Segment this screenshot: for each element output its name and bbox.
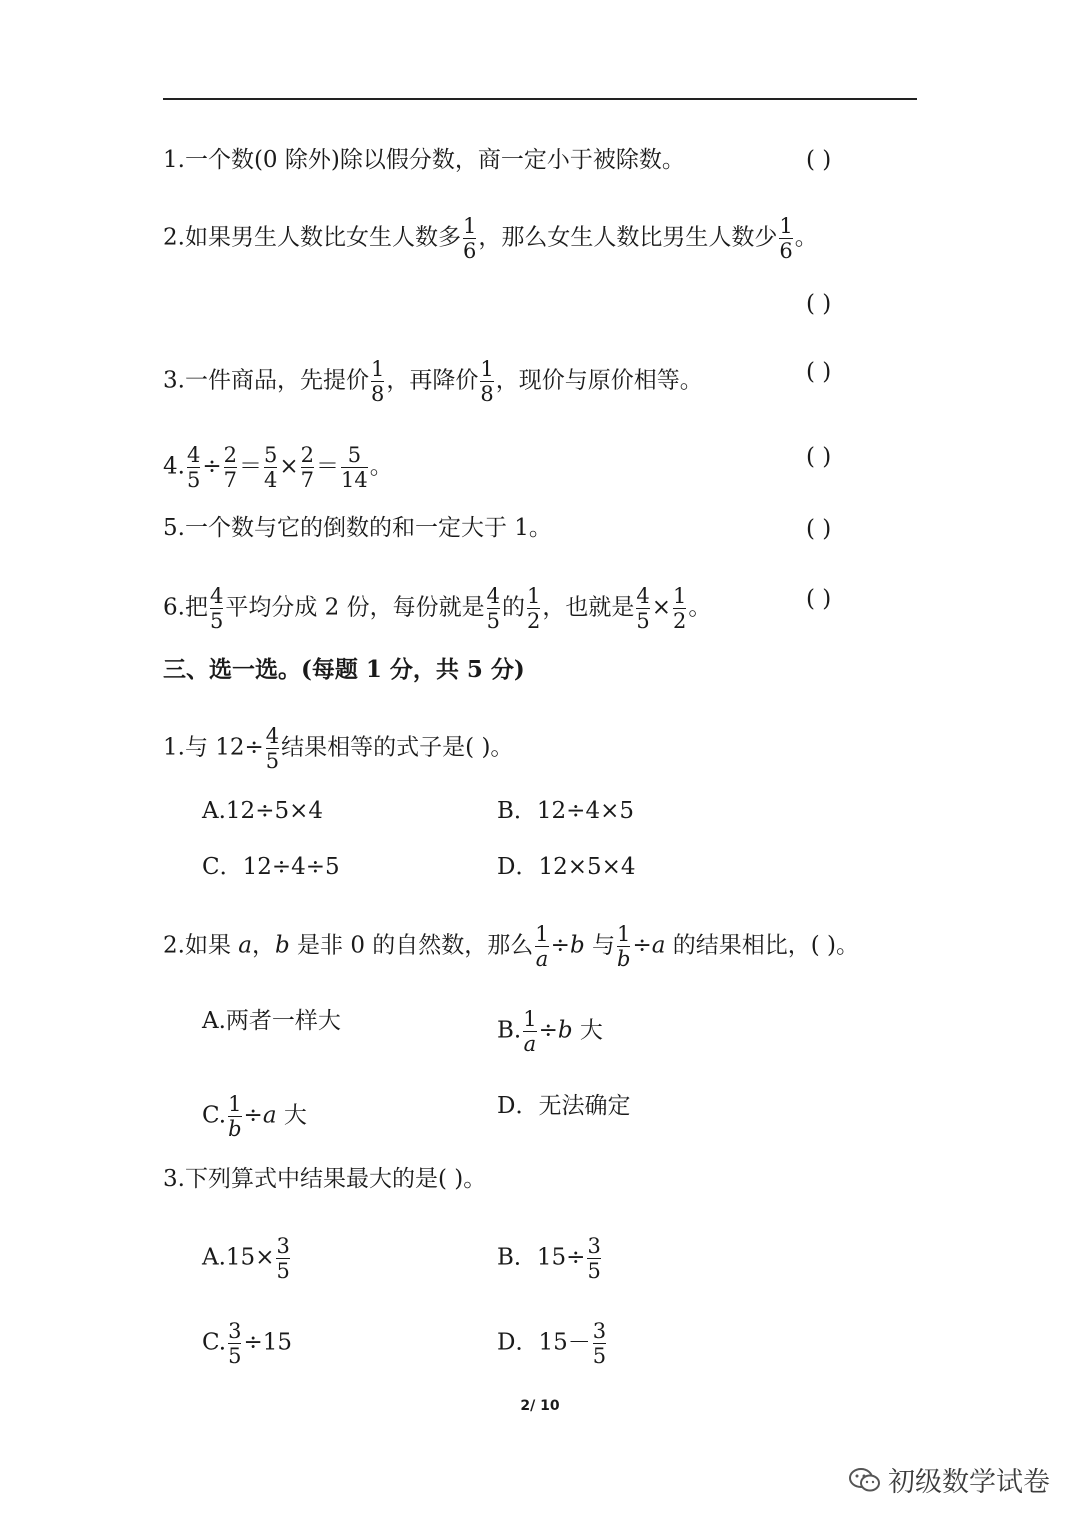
choice-q1-option-d[interactable]: D．12×5×4 [497, 854, 636, 880]
answer-paren-6[interactable]: ( ) [806, 586, 832, 612]
fraction-2-7: $\frac{2}{7}$ [300, 443, 315, 492]
fraction-1-a: $\frac{1}{a}$ [535, 922, 549, 971]
choice-q2: 2.如果 a，b 是非 0 的自然数，那么 $\frac{1}{a}$ ÷b 与 $\frac{1}{b}$ ÷a 的结果相比，( )。 [163, 922, 860, 971]
answer-paren-1[interactable]: ( ) [806, 147, 832, 173]
choice-q3-option-a[interactable]: A.15× $\frac{3}{5}$ [202, 1234, 290, 1283]
judge-q2: 2.如果男生人数比女生人数多 $\frac{1}{6}$ ，那么女生人数比男生人数少 $\frac{1}{6}$ 。 [163, 214, 818, 263]
fraction-1-a: $\frac{1}{a}$ [523, 1007, 537, 1056]
fraction-2-7: $\frac{2}{7}$ [223, 443, 237, 492]
fraction-4-5: $\frac{4}{5}$ [486, 584, 500, 633]
fraction-4-5: $\frac{4}{5}$ [209, 584, 224, 633]
header-rule [163, 98, 917, 100]
watermark: 初级数学试卷 [848, 1460, 1050, 1499]
fraction-1-8: $\frac{1}{8}$ [480, 357, 494, 406]
answer-paren-2[interactable]: ( ) [806, 291, 832, 317]
fraction-3-5: $\frac{3}{5}$ [276, 1234, 290, 1283]
page-number: 2/ 10 [520, 1398, 560, 1414]
answer-paren-5[interactable]: ( ) [806, 516, 832, 542]
fraction-3-5: $\frac{3}{5}$ [228, 1319, 242, 1368]
answer-paren-3[interactable]: ( ) [806, 359, 832, 385]
choice-q3-option-d[interactable]: D．15－ $\frac{3}{5}$ [497, 1319, 607, 1368]
fraction-5-4: $\frac{5}{4}$ [263, 443, 278, 492]
fraction-3-5: $\frac{3}{5}$ [592, 1319, 607, 1368]
choice-q1: 1.与 12÷ $\frac{4}{5}$ 结果相等的式子是( )。 [163, 724, 514, 773]
choice-q3-option-c[interactable]: C. $\frac{3}{5}$ ÷15 [202, 1319, 293, 1368]
wechat-icon [848, 1466, 882, 1494]
fraction-1-6: $\frac{1}{6}$ [462, 214, 477, 263]
choice-q1-option-a[interactable]: A.12÷5×4 [202, 798, 323, 824]
fraction-4-5: $\frac{4}{5}$ [265, 724, 280, 773]
judge-q5: 5.一个数与它的倒数的和一定大于 1。 [163, 515, 552, 541]
fraction-1-2: $\frac{1}{2}$ [526, 584, 541, 633]
judge-q1: 1.一个数(0 除外)除以假分数，商一定小于被除数。 [163, 147, 685, 173]
fraction-5-14: $\frac{5}{14}$ [341, 443, 368, 492]
choice-q3: 3.下列算式中结果最大的是( )。 [163, 1166, 487, 1192]
fraction-1-8: $\frac{1}{8}$ [370, 357, 385, 406]
fraction-1-b: $\frac{1}{b}$ [617, 922, 631, 971]
fraction-4-5: $\frac{4}{5}$ [636, 584, 650, 633]
section-title: 三、选一选。(每题 1 分，共 5 分) [163, 656, 525, 683]
fraction-4-5: $\frac{4}{5}$ [186, 443, 201, 492]
fraction-1-2: $\frac{1}{2}$ [673, 584, 687, 633]
choice-q2-option-c[interactable]: C. $\frac{1}{b}$ ÷a 大 [202, 1092, 307, 1141]
choice-q2-option-b[interactable]: B. $\frac{1}{a}$ ÷b 大 [497, 1007, 603, 1056]
choice-q1-option-c[interactable]: C．12÷4÷5 [202, 854, 340, 880]
fraction-3-5: $\frac{3}{5}$ [587, 1234, 601, 1283]
judge-q4: 4. $\frac{4}{5}$ ÷ $\frac{2}{7}$ ＝ $\frac{5}{4}$ × $\frac{2}{7}$ ＝ $\frac{5}{14}$ 。 [163, 443, 393, 492]
choice-q1-option-b[interactable]: B．12÷4×5 [497, 798, 634, 824]
fraction-1-6: $\frac{1}{6}$ [779, 214, 793, 263]
choice-q2-option-d[interactable]: D．无法确定 [497, 1093, 631, 1119]
judge-q6: 6.把 $\frac{4}{5}$ 平均分成 2 份，每份就是 $\frac{4}{5}$ 的 $\frac{1}{2}$ ，也就是 $\frac{4}{5}$ × $\frac{1}{2}$ 。 [163, 584, 712, 633]
answer-paren-4[interactable]: ( ) [806, 444, 832, 470]
judge-q3: 3.一件商品，先提价 $\frac{1}{8}$ ，再降价 $\frac{1}{8}$ ，现价与原价相等。 [163, 357, 703, 406]
choice-q2-option-a[interactable]: A.两者一样大 [202, 1008, 341, 1034]
fraction-1-b: $\frac{1}{b}$ [228, 1092, 242, 1141]
choice-q3-option-b[interactable]: B．15÷ $\frac{3}{5}$ [497, 1234, 601, 1283]
